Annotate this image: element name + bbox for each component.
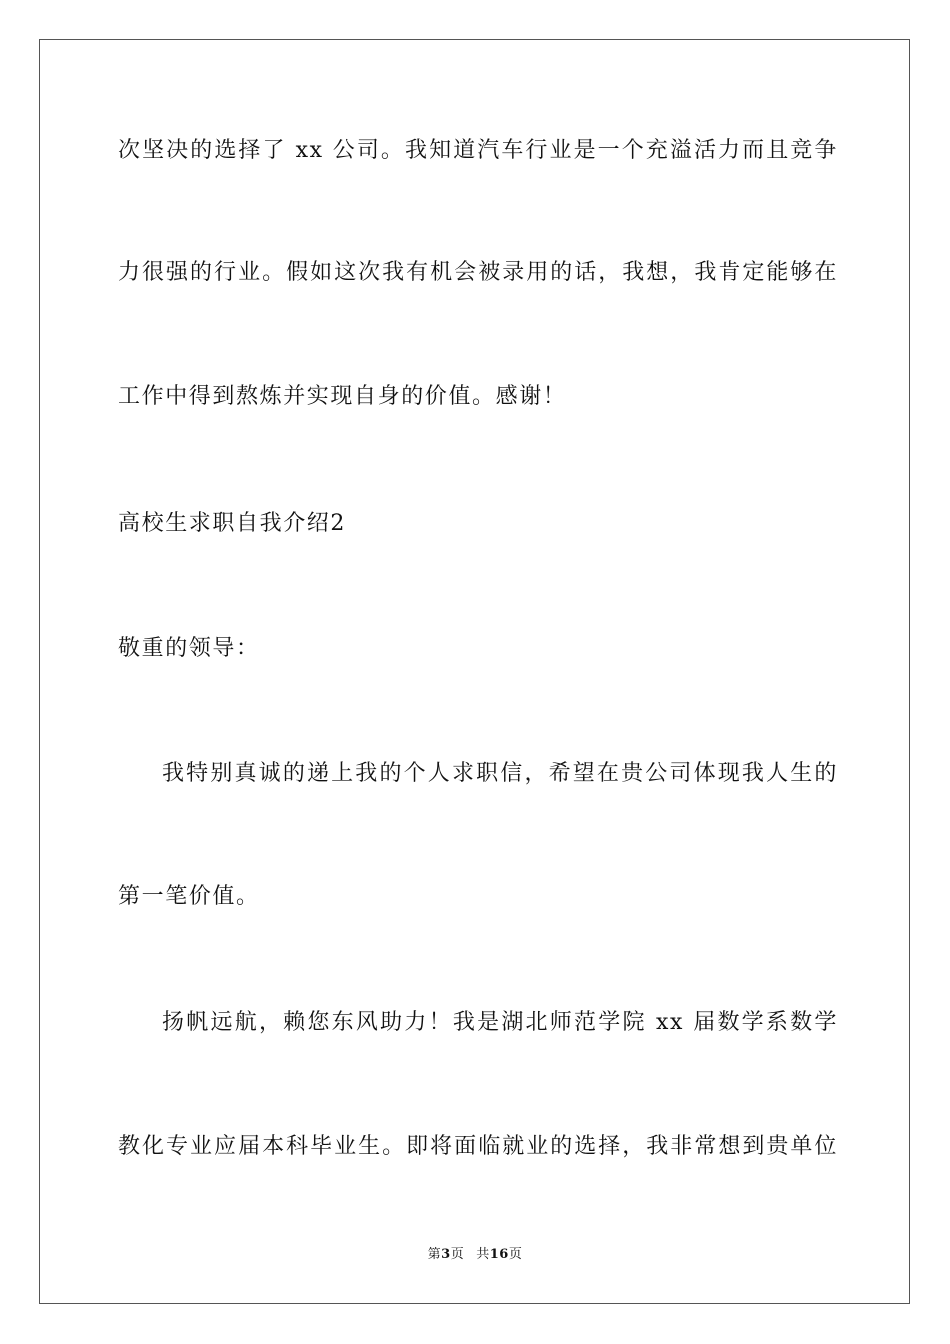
- page-number: 3: [441, 1247, 451, 1262]
- body-line-3: 工作中得到熬炼并实现自身的价值。感谢！: [118, 384, 567, 409]
- total-suffix: 页: [508, 1247, 523, 1262]
- total-prefix: 共: [476, 1247, 490, 1262]
- page-border: [39, 39, 910, 1304]
- page-suffix: 页: [450, 1247, 465, 1262]
- body-line-1: 次坚决的选择了 xx 公司。我知道汽车行业是一个充溢活力而且竞争: [118, 138, 838, 163]
- body-line-7: 教化专业应届本科毕业生。即将面临就业的选择，我非常想到贵单位: [118, 1134, 838, 1159]
- body-line-2: 力很强的行业。假如这次我有机会被录用的话，我想，我肯定能够在: [118, 260, 838, 285]
- body-line-6: 扬帆远航，赖您东风助力！我是湖北师范学院 xx 届数学系数学: [162, 1010, 838, 1035]
- salutation: 敬重的领导：: [118, 636, 260, 661]
- body-line-5: 第一笔价值。: [118, 884, 260, 909]
- page-footer: [0, 1246, 950, 1264]
- page-prefix: 第: [427, 1247, 442, 1262]
- total-pages: 16: [489, 1247, 509, 1262]
- body-line-4: 我特别真诚的递上我的个人求职信，希望在贵公司体现我人生的: [162, 761, 838, 786]
- section-heading: 高校生求职自我介绍2: [118, 511, 346, 536]
